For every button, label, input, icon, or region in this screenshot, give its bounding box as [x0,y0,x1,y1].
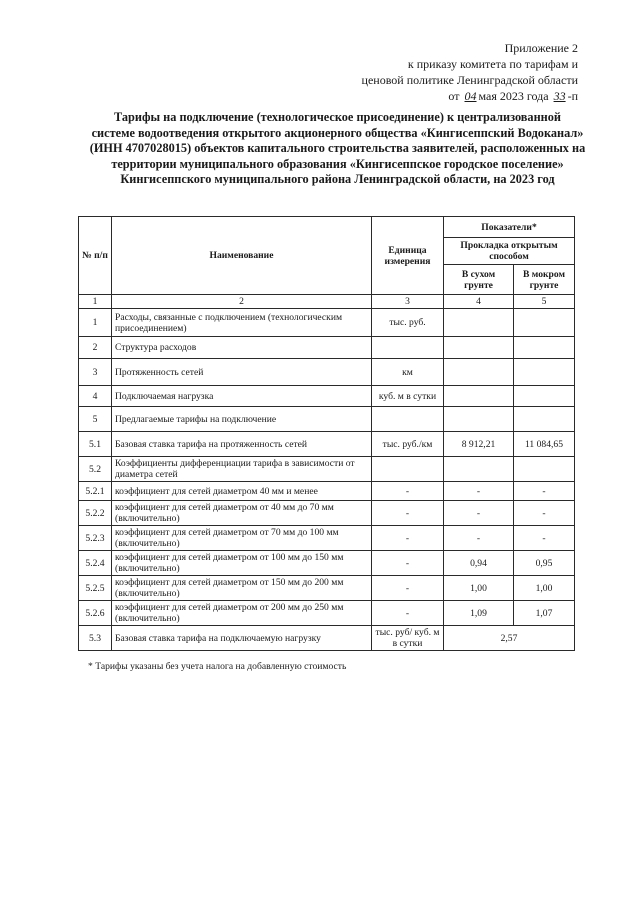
row-value-wet: - [514,482,575,501]
row-unit: - [372,501,444,526]
row-num: 5.3 [79,626,112,651]
row-value-dry [444,457,514,482]
table-row [79,626,575,651]
table-row [79,309,575,337]
document-title [60,110,615,188]
row-unit: - [372,576,444,601]
column-number-cell: 3 [372,295,444,309]
row-num: 5.2.4 [79,551,112,576]
column-number-cell: 1 [79,295,112,309]
row-unit: - [372,601,444,626]
row-value-dry [444,309,514,337]
header-name: Наименование [112,217,372,295]
header-num: № п/п [79,217,112,295]
row-unit: куб. м в сутки [372,386,444,407]
row-name: коэффициент для сетей диаметром от 40 мм до 70 мм (включительно) [112,501,372,526]
table-row [79,359,575,386]
row-value-wet: 1,07 [514,601,575,626]
table-row [79,482,575,501]
row-name: Базовая ставка тарифа на протяженность сетей [112,432,372,457]
row-name: Базовая ставка тарифа на подключаемую нагрузку [112,626,372,651]
title-line: (ИНН 4707028015) объектов капитального строительства заявителей, расположенных на [89,141,586,155]
table-row [79,457,575,482]
row-unit: - [372,551,444,576]
row-name: коэффициент для сетей диаметром от 150 мм до 200 мм (включительно) [112,576,372,601]
row-name: Структура расходов [112,337,372,359]
row-name: коэффициент для сетей диаметром 40 мм и менее [112,482,372,501]
table-row [79,601,575,626]
header-indicators: Показатели* [444,217,575,238]
row-value-dry [444,386,514,407]
row-num: 5.2 [79,457,112,482]
row-unit: тыс. руб./км [372,432,444,457]
row-value-dry [444,407,514,432]
title-line: территории муниципального образования «Кингисеппское городское поселение» [111,156,564,171]
table-row [79,386,575,407]
table-row [79,407,575,432]
row-value-wet: 11 084,65 [514,432,575,457]
row-value-dry: - [444,482,514,501]
row-name: коэффициент для сетей диаметром от 200 мм до 250 мм (включительно) [112,601,372,626]
column-number-cell: 5 [514,295,575,309]
row-unit: - [372,482,444,501]
appendix-date-line [318,88,578,104]
table-row [79,337,575,359]
row-value-dry: 8 912,21 [444,432,514,457]
row-unit [372,457,444,482]
row-num: 1 [79,309,112,337]
column-number-cell: 4 [444,295,514,309]
row-value-wet: 1,00 [514,576,575,601]
row-value-dry: - [444,501,514,526]
appendix-committee: ценовой политике Ленинградской области [361,73,578,87]
row-value-wet: - [514,501,575,526]
date-prefix: от [448,89,460,103]
row-name: коэффициент для сетей диаметром от 100 мм до 150 мм (включительно) [112,551,372,576]
title-line: Кингисеппского муниципального района Ленинградской области, на 2023 год [120,172,555,186]
header-unit: Единица измерения [372,217,444,295]
row-value-wet [514,337,575,359]
row-value-dry: 1,09 [444,601,514,626]
row-value-dry [444,359,514,386]
row-value-wet [514,457,575,482]
row-name: Коэффициенты дифференциации тарифа в зависимости от диаметра сетей [112,457,372,482]
title-line: Тарифы на подключение (технологическое присоединение) к централизованной [114,110,561,124]
row-num: 5.2.6 [79,601,112,626]
row-num: 5.2.2 [79,501,112,526]
tariffs-table [78,216,575,651]
row-value-wet [514,407,575,432]
row-unit: тыс. руб/ куб. м в сутки [372,626,444,651]
row-value-dry: 0,94 [444,551,514,576]
order-number-handwritten: 33 [553,89,566,103]
row-unit: тыс. руб. [372,309,444,337]
table-body [79,309,575,626]
title-line: системе водоотведения открытого акционерного общества «Кингисеппский Водоканал» [91,125,584,140]
row-num: 2 [79,337,112,359]
table-row [79,432,575,457]
row-unit [372,337,444,359]
row-num: 5.2.3 [79,526,112,551]
row-value-dry: 1,00 [444,576,514,601]
row-num: 3 [79,359,112,386]
table-row [79,526,575,551]
row-num: 5.2.1 [79,482,112,501]
header-open-laying: Прокладка открытым способом [444,238,575,265]
appendix-label: Приложение 2 [504,41,578,55]
footnote: * Тарифы указаны без учета налога на добавленную стоимость [88,661,347,672]
row-num: 4 [79,386,112,407]
table-row [79,501,575,526]
column-number-cell: 2 [112,295,372,309]
row-value-dry [444,337,514,359]
row-unit: - [372,526,444,551]
row-value-wet: - [514,526,575,551]
date-month-year: мая 2023 года [478,89,549,103]
table-row [79,551,575,576]
row-name: Предлагаемые тарифы на подключение [112,407,372,432]
row-num: 5.2.5 [79,576,112,601]
date-day-handwritten: 04 [464,89,477,103]
row-unit: км [372,359,444,386]
row-value-wet [514,386,575,407]
table-row [79,576,575,601]
row-value-wet [514,359,575,386]
appendix-order-ref: к приказу комитета по тарифам и [407,57,578,71]
row-name: коэффициент для сетей диаметром от 70 мм до 100 мм (включительно) [112,526,372,551]
row-value-wet [514,309,575,337]
row-value-merged: 2,57 [444,626,575,651]
row-name: Протяженность сетей [112,359,372,386]
order-number-suffix: -п [567,89,578,103]
header-wet-soil: В мокром грунте [514,265,575,295]
row-name: Расходы, связанные с подключением (технологическим присоединением) [112,309,372,337]
row-num: 5.1 [79,432,112,457]
header-dry-soil: В сухом грунте [444,265,514,295]
appendix-header [318,40,578,104]
row-name: Подключаемая нагрузка [112,386,372,407]
row-unit [372,407,444,432]
row-value-wet: 0,95 [514,551,575,576]
row-value-dry: - [444,526,514,551]
row-num: 5 [79,407,112,432]
